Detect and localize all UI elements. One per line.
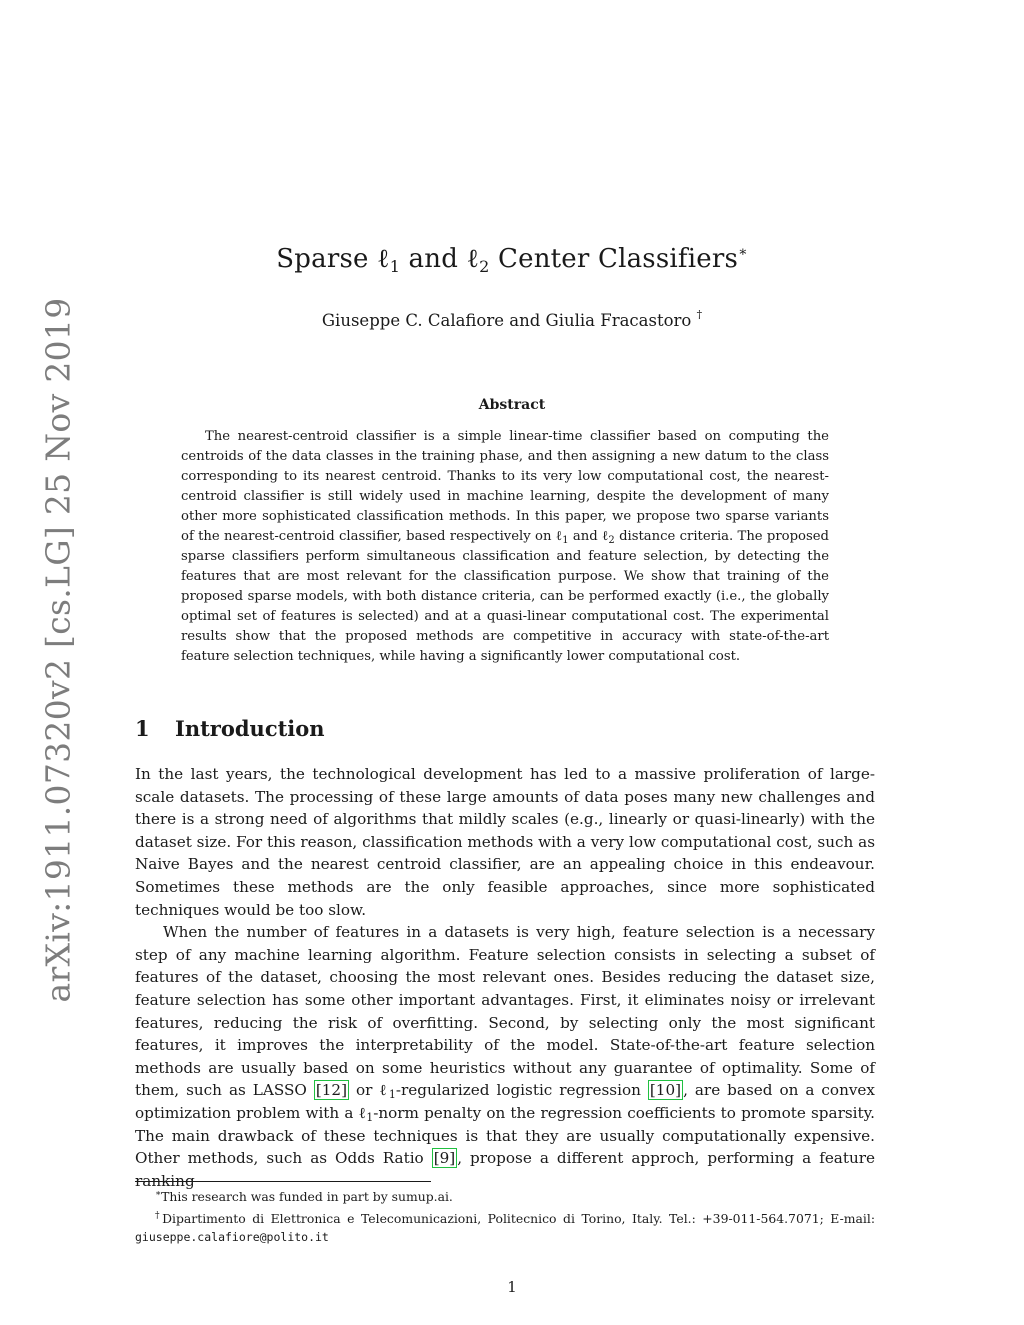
paper-title: Sparse ℓ$_1$ and ℓ$_2$ Center Classifiers∗ [276,244,748,276]
title-footnote-mark[interactable]: ∗ [738,244,748,260]
section-heading-introduction [135,716,325,741]
citation-link[interactable]: [12] [315,1081,348,1100]
arxiv-identifier-text: arXiv:1911.07320v2 [cs.LG] 25 Nov 2019 [38,297,78,1003]
footnote-affiliation: †Dipartimento di Elettronica e Telecomunicazioni, Politecnico di Torino, Italy. Tel.: +39-011-564.7071; E-mail: giuseppe.calafiore@polito.it [135,1210,875,1244]
section-number: 1 [135,716,150,741]
citation-link[interactable]: [10] [649,1081,682,1100]
introduction-body [135,763,875,1192]
abstract-heading: Abstract [478,397,546,413]
author-email[interactable]: giuseppe.calafiore@polito.it [135,1230,329,1244]
paragraph: When the number of features in a datasets is very high, feature selection is a necessary step of any machine learning algorithm. Feature selection consists in selecting a subset of features of the dataset, choosing the most relevant ones. Besides reducing the dataset size, feature selection has some other important advantages. First, it eliminates noisy or irrelevant features, reducing the risk of overfitting. Second, by selecting only the most significant features, it improves the interpretability of the model. State-of-the-art feature selection methods are usually based on some heuristics without any guarantee of optimality. Some of them, such as LASSO [12] or ℓ$_1$-regularized logistic regression [10] , are based on a convex optimization problem with a ℓ$_1$-norm penalty on the regression coefficients to promote sparsity. The main drawback of these techniques is that they are usually computationally expensive. Other methods, such as Odds Ratio [9] , propose a different approch, performing a feature ranking [135,923,875,1190]
author-footnote-mark[interactable]: † [696,308,703,321]
section-title: Introduction [175,716,325,741]
footnote-divider [135,1181,431,1182]
author-list: Giuseppe C. Calafiore and Giulia Fracastoro † [321,308,703,330]
paragraph: In the last years, the technological development has led to a massive proliferation of large-scale datasets. The processing of these large amounts of data poses many new challenges and there is a strong need of algorithms that mildly scales (e.g., linearly or quasi-linearly) with the dataset size. For this reason, classification methods with a very low computational cost, such as Naive Bayes and the nearest centroid classifier, are an appealing choice in this endeavour. Sometimes these methods are the only feasible approaches, since more sophisticated techniques would be too slow. [135,765,875,919]
footnotes [135,1185,875,1247]
page-number: 1 [507,1278,517,1296]
footnote-funding: ∗This research was funded in part by sumup.ai. [155,1189,453,1204]
abstract-text: The nearest-centroid classifier is a simple linear-time classifier based on computing the centroids of the data classes in the training phase, and then assigning a new datum to the class corresponding to its nearest centroid. Thanks to its very low computational cost, the nearest-centroid classifier is still widely used in machine learning, despite the development of many other more sophisticated classification methods. In this paper, we propose two sparse variants of the nearest-centroid classifier, based respectively on ℓ$_1$ and ℓ$_2$ distance criteria. The proposed sparse classifiers perform simultaneous classification and feature selection, by detecting the features that are most relevant for the classification purpose. We show that training of the proposed sparse models, with both distance criteria, can be performed exactly (i.e., the globally optimal set of features is selected) and at a quasi-linear computational cost. The experimental results show that the proposed methods are competitive in accuracy with state-of-the-art feature selection techniques, while having a significantly lower computational cost. [181,429,829,664]
citation-link[interactable]: [9] [433,1149,456,1168]
